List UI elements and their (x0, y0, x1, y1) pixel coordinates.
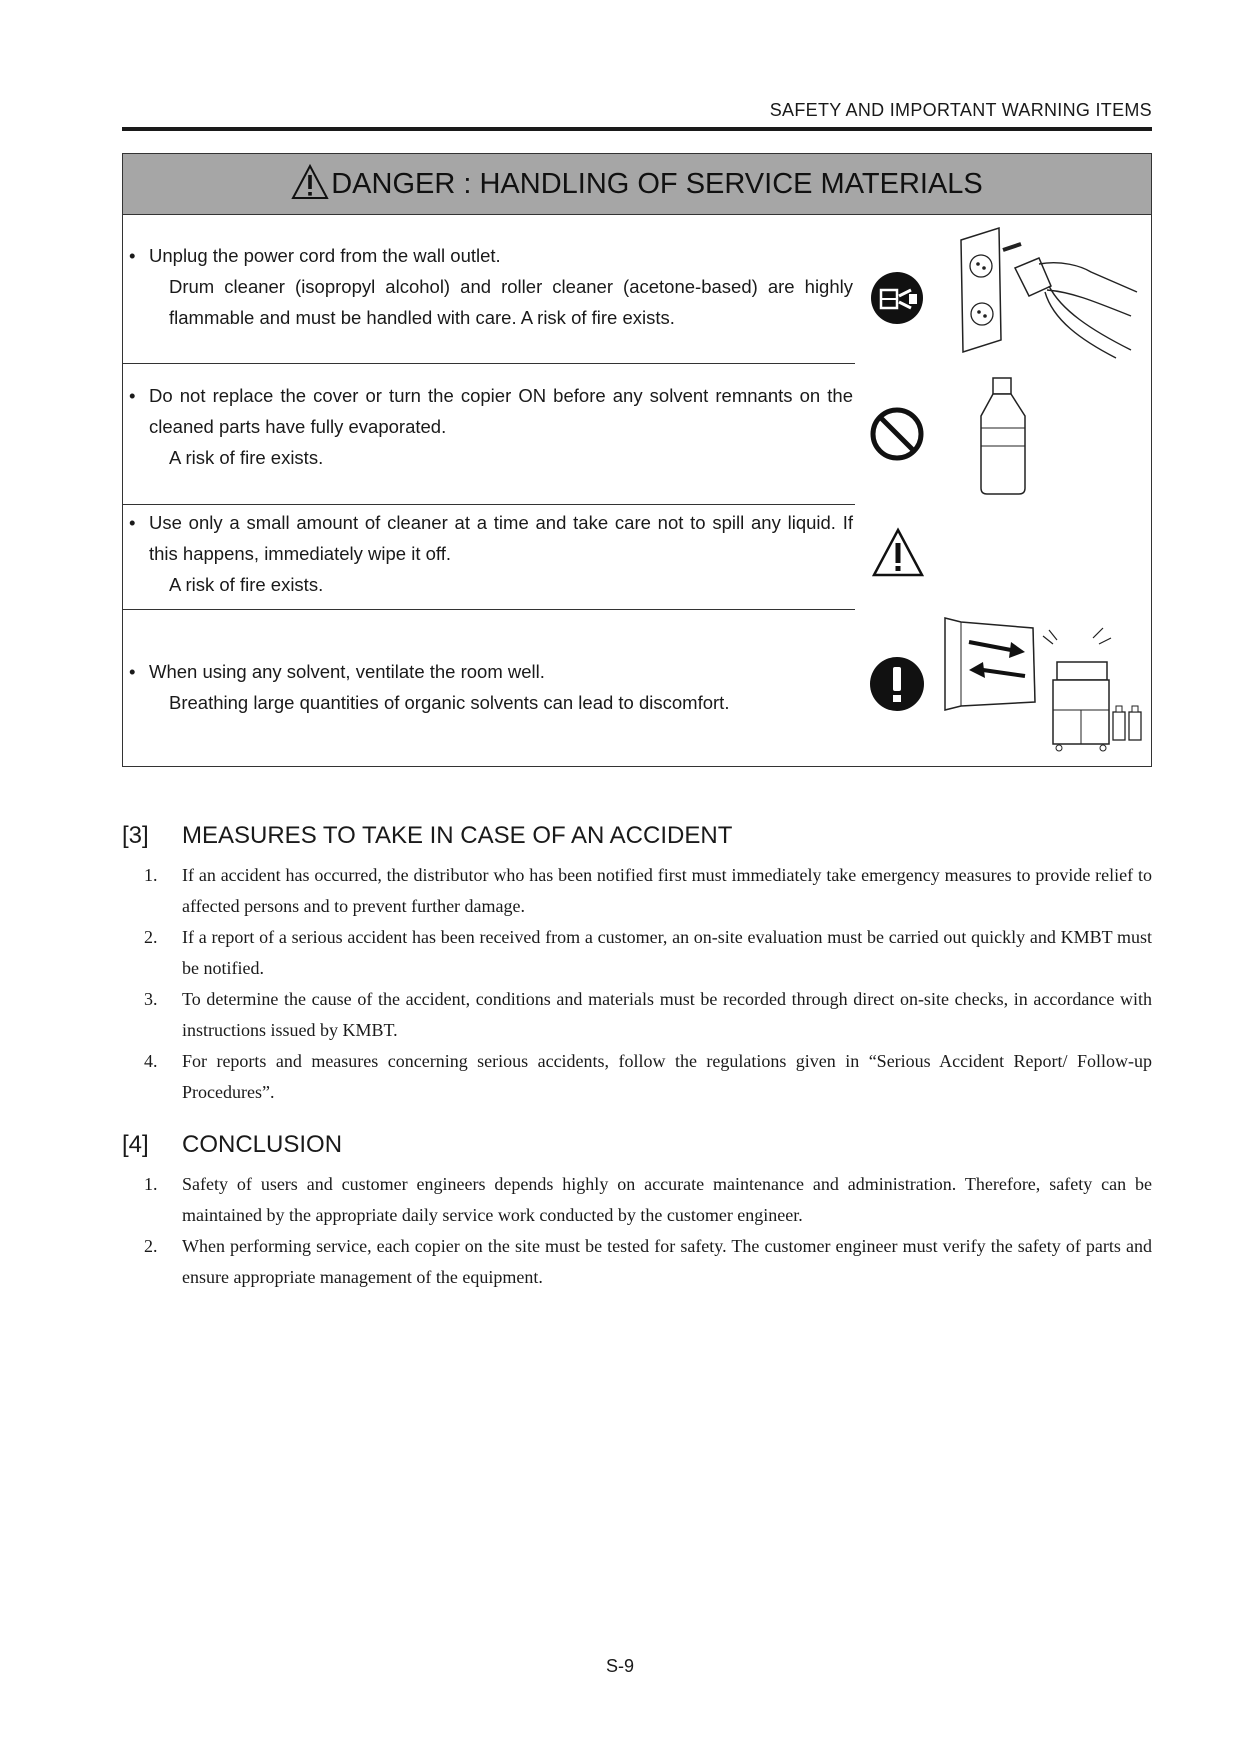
danger-title: DANGER : HANDLING OF SERVICE MATERIALS (331, 167, 983, 200)
list-item-number: 1. (144, 1174, 158, 1194)
list-item-text: Safety of users and customer engineers depends highly on accurate maintenance and administration. Therefore, safety can be maintained by the appropriate daily service work conducted by the customer engineer. (182, 1174, 1152, 1225)
list-item (140, 1046, 1152, 1108)
list-item-number: 3. (144, 989, 158, 1009)
running-head: SAFETY AND IMPORTANT WARNING ITEMS (769, 100, 1152, 120)
danger-row (123, 216, 1151, 363)
danger-row (123, 505, 1151, 609)
list-item-number: 2. (144, 927, 158, 947)
section-number: [4] (122, 1131, 149, 1158)
danger-row-bullet: • Use only a small amount of cleaner at a time and take care not to spill any liquid. If this happens, immediately wipe it off. (123, 507, 853, 569)
list-item-number: 1. (144, 865, 158, 885)
page-number: S-9 (605, 1656, 634, 1676)
solvent-bottle-illustration (973, 376, 1033, 501)
list-item-text: To determine the cause of the accident, conditions and materials must be recorded through direct on-site checks, in accordance with instructions issued by KMBT. (182, 989, 1152, 1040)
caution-triangle-icon (871, 527, 925, 584)
ventilation-illustration (933, 614, 1147, 765)
section-heading-3 (122, 822, 732, 850)
danger-row-detail: A risk of fire exists. (169, 447, 324, 468)
list-item (140, 922, 1152, 984)
danger-box (122, 153, 1152, 767)
prohibited-icon (869, 406, 925, 467)
conclusion-list (140, 1169, 1152, 1293)
list-item-text: When performing service, each copier on the site must be tested for safety. The customer engineer must verify the safety of parts and ensure appropriate management of the equipment. (182, 1236, 1152, 1287)
danger-row-bullet: • When using any solvent, ventilate the room well. (123, 656, 853, 687)
danger-row-detail: A risk of fire exists. (169, 574, 324, 595)
warning-triangle-icon (291, 164, 329, 205)
list-item (140, 1231, 1152, 1293)
list-item-number: 2. (144, 1236, 158, 1256)
list-item-text: For reports and measures concerning serious accidents, follow the regulations given in “Serious Accident Report/ Follow-up Procedures”. (182, 1051, 1152, 1102)
danger-header (123, 154, 1151, 215)
mandatory-action-icon (869, 656, 925, 717)
accident-measures-list (140, 860, 1152, 1108)
section-title: MEASURES TO TAKE IN CASE OF AN ACCIDENT (182, 822, 733, 849)
section-heading-4 (122, 1131, 342, 1159)
header-rule (122, 127, 1152, 131)
danger-row (123, 364, 1151, 504)
list-item (140, 1169, 1152, 1231)
list-item-text: If a report of a serious accident has been received from a customer, an on-site evaluation must be carried out quickly and KMBT must be notified. (182, 927, 1152, 978)
section-title: CONCLUSION (182, 1131, 343, 1158)
danger-row-bullet: • Do not replace the cover or turn the copier ON before any solvent remnants on the cleaned parts have fully evaporated. (123, 380, 853, 442)
list-item-text: If an accident has occurred, the distributor who has been notified first must immediately take emergency measures to provide relief to affected persons and to prevent further damage. (182, 865, 1152, 916)
plug-outlet-illustration (941, 220, 1151, 365)
list-item (140, 984, 1152, 1046)
section-number: [3] (122, 822, 149, 849)
danger-row-detail: Breathing large quantities of organic solvents can lead to discomfort. (169, 692, 730, 713)
list-item-number: 4. (144, 1051, 158, 1071)
unplug-icon (869, 270, 925, 331)
list-item (140, 860, 1152, 922)
danger-row-bullet: • Unplug the power cord from the wall outlet. (123, 240, 853, 271)
danger-row (123, 610, 1151, 766)
danger-row-detail: Drum cleaner (isopropyl alcohol) and roller cleaner (acetone-based) are highly flammable and must be handled with care. A risk of fire exists. (169, 276, 853, 328)
